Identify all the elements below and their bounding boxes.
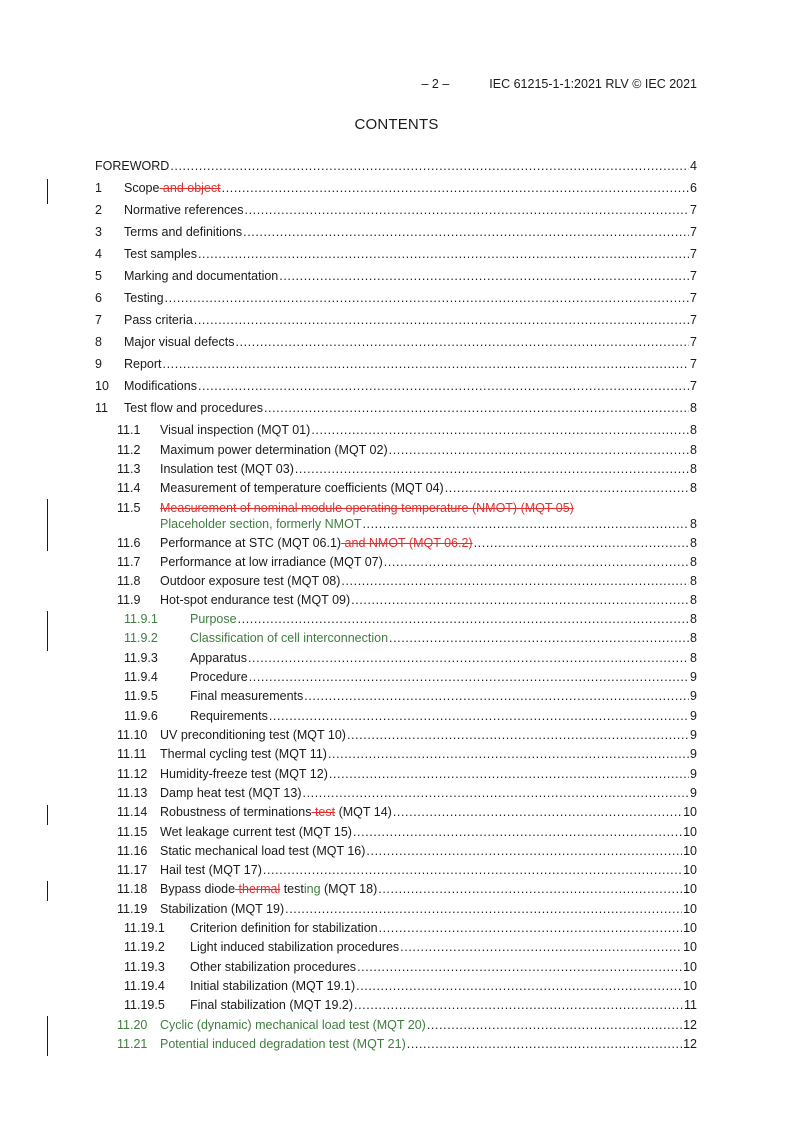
toc-label: Marking and documentation [124,269,279,283]
toc-label-mid: test [280,882,304,896]
toc-number: 11.9.2 [124,631,158,645]
toc-page: 9 [690,767,697,781]
toc-number: 11.19.5 [124,998,165,1012]
toc-number: 11.4 [117,481,141,495]
toc-page: 8 [690,555,697,569]
toc-entry-9[interactable] [0,355,793,374]
toc-entry-11-9-6[interactable] [0,707,793,726]
toc-number: 11.21 [117,1037,148,1051]
toc-entry-11-12[interactable] [0,765,793,784]
toc-number: 10 [95,379,109,393]
toc-page: 7 [690,203,697,217]
toc-page: 10 [683,844,697,858]
toc-page: 8 [690,593,697,607]
toc-label: Pass criteria [124,313,193,327]
toc-label: Purpose [190,612,237,626]
toc-page: 10 [683,940,697,954]
toc-entry-11-9[interactable] [0,591,793,610]
toc-label: Report [124,357,162,371]
toc-label: Hot-spot endurance test (MQT 09) [160,593,351,607]
toc-page: 7 [690,247,697,261]
page-title: CONTENTS [354,116,439,133]
toc-number: 11.10 [117,728,148,742]
toc-entry-2[interactable] [0,201,793,220]
toc-label: Humidity-freeze test (MQT 12) [160,767,328,781]
toc-entry-11-21[interactable] [0,1035,793,1054]
toc-entry-11-9-5[interactable] [0,687,793,706]
toc-page: 9 [690,747,697,761]
toc-label: Damp heat test (MQT 13) [160,786,302,800]
toc-page: 10 [683,825,697,839]
toc-number: 11.12 [117,767,148,781]
toc-entry-10[interactable] [0,377,793,396]
toc-number: 11.9 [117,593,141,607]
toc-label: Bypass diode [160,882,236,896]
toc-entry-11-14[interactable] [0,803,793,822]
toc-label: Measurement of temperature coefficients (MQT 04) [160,481,444,495]
toc-label: Testing [124,291,164,305]
toc-label: Final stabilization (MQT 19.2) [190,998,354,1012]
toc-page: 8 [690,574,697,588]
toc-entry-11-18[interactable] [0,880,793,899]
toc-label: UV preconditioning test (MQT 10) [160,728,346,742]
toc-page: 7 [690,357,697,371]
toc-number: 11.5 [117,501,141,515]
toc-number: 11.3 [117,462,141,476]
toc-entry-11-9-4[interactable] [0,668,793,687]
toc-entry-11-10[interactable] [0,726,793,745]
toc-number: 2 [95,203,102,217]
toc-number: 11.16 [117,844,148,858]
toc-entry-5[interactable] [0,267,793,286]
toc-number: 11.14 [117,805,148,819]
toc-number: 11.17 [117,863,148,877]
toc-entry-11-9-1[interactable] [0,610,793,629]
toc-number: 11.13 [117,786,148,800]
toc-page: 7 [690,313,697,327]
toc-page: 8 [690,462,697,476]
toc-page: 11 [684,998,697,1012]
toc-page: 8 [690,401,697,415]
toc-page: 4 [690,159,697,173]
toc-entry-4[interactable] [0,245,793,264]
toc-label: Potential induced degradation test (MQT 21) [160,1037,406,1051]
toc-entry-11-19-5[interactable] [0,996,793,1015]
toc-entry-11-19-2[interactable] [0,938,793,957]
toc-page: 6 [690,181,697,195]
toc-entry-8[interactable] [0,333,793,352]
toc-label: Test flow and procedures [124,401,263,415]
toc-page: 7 [690,269,697,283]
running-header [0,77,697,91]
toc-page: 10 [683,805,697,819]
toc-label: Other stabilization procedures [190,960,357,974]
toc-page: 8 [690,536,697,550]
inserted-text: Placeholder section, formerly NMOT [160,517,362,531]
toc-entry-11-19-1[interactable] [0,919,793,938]
toc-label: Outdoor exposure test (MQT 08) [160,574,341,588]
toc-page: 9 [690,786,697,800]
toc-label: Insulation test (MQT 03) [160,462,294,476]
toc-entry-11-16[interactable] [0,842,793,861]
toc-number: 11.2 [117,443,141,457]
toc-label: Modifications [124,379,197,393]
toc-entry-11-15[interactable] [0,823,793,842]
page-number: – 2 – [421,77,450,91]
toc-entry-11-1[interactable] [0,421,793,440]
deleted-text: Measurement of nominal module operating temperature (NMOT) (MQT 05) [160,501,574,515]
toc-page: 10 [683,979,697,993]
toc-number: 11 [95,401,108,415]
toc-page: 7 [690,225,697,239]
toc-label: Wet leakage current test (MQT 15) [160,825,352,839]
toc-entry-11-20[interactable] [0,1016,793,1035]
toc-label: Static mechanical load test (MQT 16) [160,844,366,858]
toc-entry-11-19-4[interactable] [0,977,793,996]
toc-page: 10 [683,863,697,877]
toc-entry-11-13[interactable] [0,784,793,803]
toc-number: 5 [95,269,102,283]
toc-number: 1 [95,181,102,195]
toc-number: 11.20 [117,1018,148,1032]
toc-number: 11.11 [117,747,147,761]
toc-number: 11.9.5 [124,689,158,703]
toc-page: 7 [690,335,697,349]
toc-number: 11.7 [117,555,141,569]
toc-number: 8 [95,335,102,349]
toc-number: 6 [95,291,102,305]
toc-label: Final measurements [190,689,304,703]
toc-entry-11-17[interactable] [0,861,793,880]
toc-page: 7 [690,379,697,393]
toc-label: Visual inspection (MQT 01) [160,423,311,437]
toc-label: Performance at low irradiance (MQT 07) [160,555,383,569]
toc-entry-3[interactable] [0,223,793,242]
toc-label: Apparatus [190,651,247,665]
deleted-text: and object [159,181,221,195]
toc-number: 11.19.2 [124,940,165,954]
toc-entry-6[interactable] [0,289,793,308]
toc-entry-11-9-3[interactable] [0,649,793,668]
toc-entry-11-3[interactable] [0,460,793,479]
toc-entry-11-19[interactable] [0,900,793,919]
toc-page: 10 [683,960,697,974]
toc-page: 12 [683,1018,697,1032]
toc-label-suffix: (MQT 14) [335,805,392,819]
toc-number: 11.8 [117,574,141,588]
toc-number: 11.19.1 [124,921,165,935]
toc-label: Scope [124,181,160,195]
toc-number: 11.9.3 [124,651,158,665]
toc-entry-11-9-2[interactable] [0,629,793,648]
toc-entry-11-19-3[interactable] [0,958,793,977]
toc-number: 11.18 [117,882,148,896]
toc-label: Maximum power determination (MQT 02) [160,443,388,457]
toc-page: 10 [683,882,697,896]
toc-entry-1[interactable] [0,179,793,198]
toc-page: 9 [690,670,697,684]
deleted-text: and NMOT (MQT 06.2) [341,536,473,550]
toc-number: 7 [95,313,102,327]
toc-page: 8 [690,651,697,665]
toc-label: Procedure [190,670,248,684]
toc-page: 9 [690,689,697,703]
toc-label: Light induced stabilization procedures [190,940,400,954]
toc-entry-11-5-cont[interactable] [0,515,793,534]
toc-label: Stabilization (MQT 19) [160,902,285,916]
toc-page: 8 [690,443,697,457]
toc-page: 9 [690,709,697,723]
toc-entry-11-8[interactable] [0,572,793,591]
toc-number: 11.19 [117,902,148,916]
toc-page: 8 [690,631,697,645]
toc-number: 9 [95,357,102,371]
toc-entry-11-11[interactable] [0,745,793,764]
toc-label: Thermal cycling test (MQT 11) [160,747,327,761]
toc-entry-11-2[interactable] [0,441,793,460]
toc-entry-foreword[interactable] [0,157,793,176]
toc-page: 8 [690,423,697,437]
toc-number: 11.9.1 [124,612,158,626]
toc-number: 11.9.6 [124,709,158,723]
toc-label: Cyclic (dynamic) mechanical load test (MQT 20) [160,1018,426,1032]
toc-label: Performance at STC (MQT 06.1) [160,536,342,550]
toc-number: 11.19.3 [124,960,165,974]
toc-label: Normative references [124,203,244,217]
toc-label: Major visual defects [124,335,235,349]
toc-entry-11[interactable] [0,399,793,418]
toc-page: 7 [690,291,697,305]
toc-page: 8 [690,612,697,626]
toc-number: 11.15 [117,825,148,839]
toc-number: 11.19.4 [124,979,165,993]
toc-page: 10 [683,902,697,916]
toc-entry-11-4[interactable] [0,479,793,498]
toc-page: 8 [690,517,697,531]
toc-label: Hail test (MQT 17) [160,863,262,877]
toc-label: FOREWORD [95,159,170,173]
inserted-text: ing [303,882,321,896]
toc-entry-11-6[interactable] [0,534,793,553]
toc-number: 11.6 [117,536,141,550]
toc-entry-7[interactable] [0,311,793,330]
toc-page: 10 [683,921,697,935]
document-reference: IEC 61215-1-1:2021 RLV © IEC 2021 [489,77,697,91]
toc-number: 4 [95,247,102,261]
toc-label: Test samples [124,247,197,261]
toc-number: 11.9.4 [124,670,158,684]
toc-label: Terms and definitions [124,225,243,239]
toc-label-suffix: (MQT 18) [320,882,378,896]
toc-page: 12 [683,1037,697,1051]
toc-entry-11-7[interactable] [0,553,793,572]
deleted-text: test [311,805,336,819]
toc-label: Requirements [190,709,268,723]
toc-page: 9 [690,728,697,742]
toc-number: 3 [95,225,102,239]
toc-page: 8 [690,481,697,495]
toc-label: Robustness of terminations [160,805,312,819]
toc-label: Criterion definition for stabilization [190,921,378,935]
toc-label: Classification of cell interconnection [190,631,389,645]
deleted-text: thermal [235,882,281,896]
toc-label: Initial stabilization (MQT 19.1) [190,979,356,993]
toc-number: 11.1 [117,423,141,437]
